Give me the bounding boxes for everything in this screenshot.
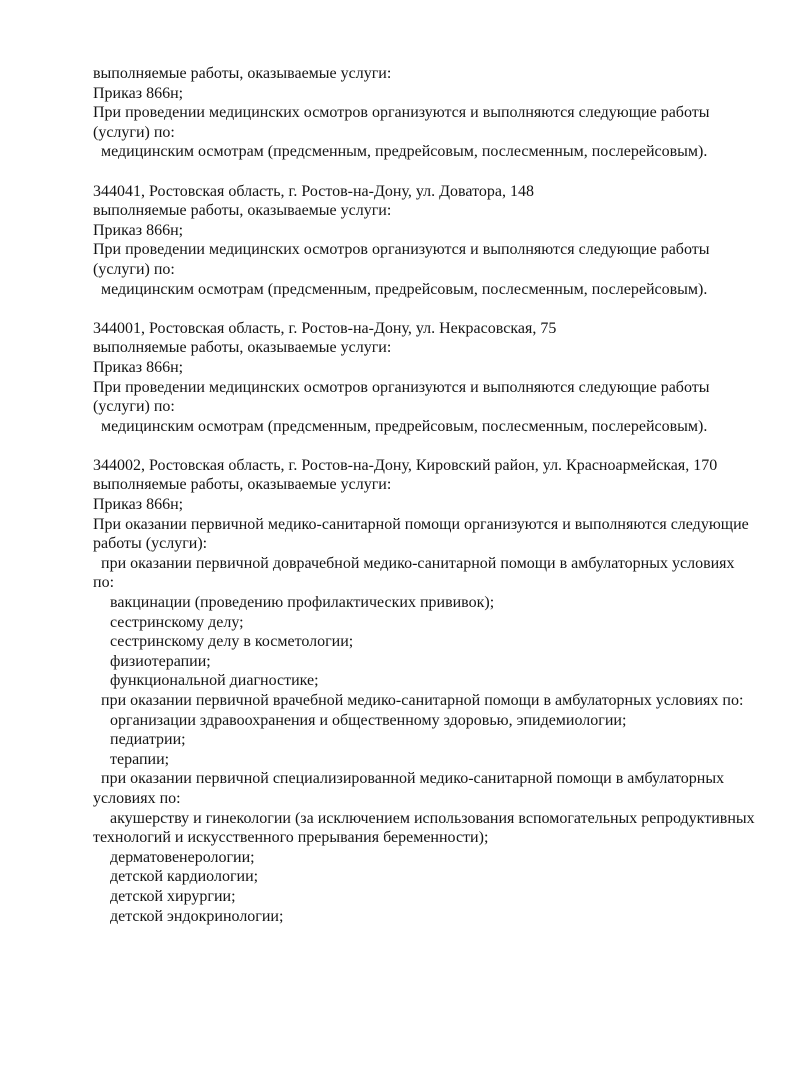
text-line: вакцинации (проведению профилактических прививок); bbox=[110, 594, 495, 612]
text-line: педиатрии; bbox=[110, 731, 186, 749]
services-block-344001 bbox=[93, 319, 752, 437]
text-line: по: bbox=[93, 574, 115, 592]
text-line: при оказании первичной врачебной медико-санитарной помощи в амбулаторных условиях по: bbox=[101, 692, 744, 709]
text-line: При проведении медицинских осмотров организуются и выполняются следующие работы bbox=[93, 378, 710, 396]
text-line: (услуги) по: bbox=[93, 123, 175, 141]
text-line: детской хирургии; bbox=[110, 887, 236, 905]
text-line: Приказ 866н; bbox=[93, 358, 184, 376]
text-line: физиотерапии; bbox=[110, 652, 211, 670]
text-line: выполняемые работы, оказываемые услуги: bbox=[93, 202, 392, 220]
text-line: сестринскому делу; bbox=[110, 613, 244, 631]
text-line: организации здравоохранения и общественному здоровью, эпидемиологии; bbox=[110, 711, 627, 729]
text-line: функциональной диагностике; bbox=[110, 672, 319, 690]
text-line: при оказании первичной доврачебной медико-санитарной помощи в амбулаторных условиях bbox=[101, 554, 735, 572]
document-text bbox=[93, 64, 755, 926]
services-block-continuation bbox=[93, 64, 752, 162]
text-line: выполняемые работы, оказываемые услуги: bbox=[93, 339, 392, 357]
text-line: Приказ 866н; bbox=[93, 496, 184, 514]
text-line: при оказании первичной специализированной медико-санитарной помощи в амбулаторных bbox=[101, 770, 725, 788]
text-line: Приказ 866н; bbox=[93, 221, 184, 239]
text-line: 344002, Ростовская область, г. Ростов-на-Дону, Кировский район, ул. Красноармейская, 170 bbox=[93, 456, 718, 474]
text-line: 344001, Ростовская область, г. Ростов-на-Дону, ул. Некрасовская, 75 bbox=[93, 319, 557, 337]
text-line: детской кардиологии; bbox=[110, 868, 259, 886]
services-block-344041 bbox=[93, 182, 752, 300]
services-block-344002 bbox=[93, 456, 755, 926]
text-line: выполняемые работы, оказываемые услуги: bbox=[93, 65, 392, 82]
text-line: сестринскому делу в косметологии; bbox=[110, 633, 354, 651]
text-line: (услуги) по: bbox=[93, 260, 175, 278]
text-line: Приказ 866н; bbox=[93, 84, 184, 102]
text-line: акушерству и гинекологии (за исключением использования вспомогательных репродуктивных bbox=[110, 809, 755, 827]
text-line: (услуги) по: bbox=[93, 398, 175, 416]
text-line: медицинским осмотрам (предсменным, предрейсовым, послесменным, послерейсовым). bbox=[101, 143, 708, 161]
text-line: терапии; bbox=[110, 750, 170, 768]
text-line: При проведении медицинских осмотров организуются и выполняются следующие работы bbox=[93, 241, 710, 259]
text-line: технологий и искусственного прерывания беременности); bbox=[93, 829, 489, 847]
text-line: медицинским осмотрам (предсменным, предрейсовым, послесменным, послерейсовым). bbox=[101, 280, 708, 298]
text-line: работы (услуги): bbox=[93, 535, 208, 553]
text-line: 344041, Ростовская область, г. Ростов-на-Дону, ул. Доватора, 148 bbox=[93, 182, 534, 200]
text-line: При проведении медицинских осмотров организуются и выполняются следующие работы bbox=[93, 104, 710, 122]
text-line: При оказании первичной медико-санитарной помощи организуются и выполняются следующие bbox=[93, 515, 749, 533]
text-line: дерматовенерологии; bbox=[110, 848, 255, 866]
text-line: детской эндокринологии; bbox=[110, 907, 284, 925]
text-line: выполняемые работы, оказываемые услуги: bbox=[93, 476, 392, 494]
text-line: медицинским осмотрам (предсменным, предрейсовым, послесменным, послерейсовым). bbox=[101, 417, 708, 435]
text-line: условиях по: bbox=[93, 789, 181, 807]
